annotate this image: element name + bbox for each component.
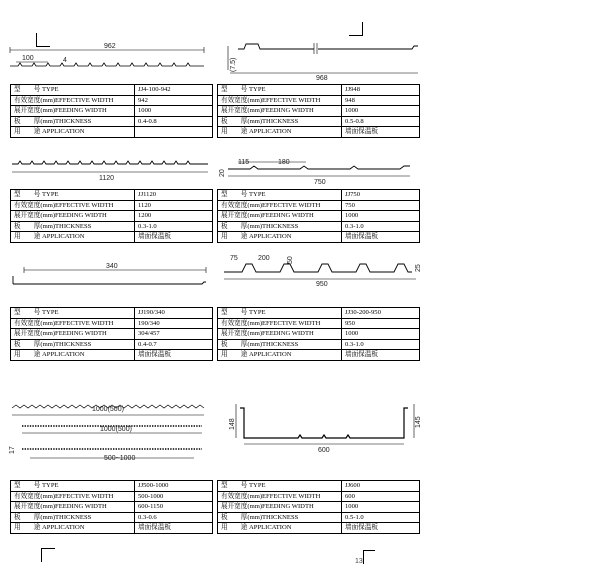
- spec-value: 0.3-0.6: [135, 512, 213, 523]
- spec-value: 0.5-0.8: [342, 116, 420, 127]
- dim-label: 500~1000: [104, 455, 136, 462]
- spec-label: 板 厚(mm)THICKNESS: [218, 512, 342, 523]
- table-row: [11, 350, 420, 361]
- spec-label: 板 厚(mm)THICKNESS: [218, 221, 342, 232]
- spec-table: [10, 84, 420, 138]
- spec-label: 型 号 TYPE: [11, 481, 135, 492]
- dim-label: 180: [278, 159, 290, 166]
- spec-label: 型 号 TYPE: [218, 85, 342, 96]
- spec-table: [10, 480, 420, 534]
- spec-label: 型 号 TYPE: [11, 308, 135, 319]
- spec-label: 展开宽度(mm)FEEDING WIDTH: [218, 502, 342, 513]
- spec-label: 有效宽度(mm)EFFECTIVE WIDTH: [11, 318, 135, 329]
- spec-value: 950: [342, 318, 420, 329]
- crop-mark: [41, 548, 42, 562]
- spec-value: JJ948: [342, 85, 420, 96]
- table-row: [11, 85, 420, 96]
- table-row: [11, 339, 420, 350]
- dim-label: 962: [104, 43, 116, 50]
- profile-drawing-jj190-340: [10, 262, 210, 292]
- table-row: [11, 308, 420, 319]
- dim-label: 115: [238, 159, 250, 166]
- table-row: [11, 318, 420, 329]
- spec-value: 0.4-0.7: [135, 339, 213, 350]
- spec-value: JJ500-1000: [135, 481, 213, 492]
- table-row: [11, 491, 420, 502]
- spec-value: [135, 127, 213, 138]
- spec-label: 用 途 APPLICATION: [11, 232, 135, 243]
- spec-label: 展开宽度(mm)FEEDING WIDTH: [11, 211, 135, 222]
- spec-value: 墙面保温板: [135, 350, 213, 361]
- spec-value: 墙面保温板: [342, 350, 420, 361]
- spec-value: 墙面保温板: [342, 523, 420, 534]
- spec-value: JJ30-200-950: [342, 308, 420, 319]
- spec-value: JJ190/340: [135, 308, 213, 319]
- spec-label: 展开宽度(mm)FEEDING WIDTH: [11, 106, 135, 117]
- dim-label: 600: [318, 447, 330, 454]
- table-row: [11, 232, 420, 243]
- spec-label: 有效宽度(mm)EFFECTIVE WIDTH: [218, 95, 342, 106]
- spec-value: 500-1000: [135, 491, 213, 502]
- spec-label: 型 号 TYPE: [11, 190, 135, 201]
- spec-value: 0.4-0.8: [135, 116, 213, 127]
- profile-drawing-jj600: [218, 398, 422, 458]
- spec-label: 用 途 APPLICATION: [11, 350, 135, 361]
- dim-label: 1000(500): [100, 426, 132, 433]
- spec-label: 板 厚(mm)THICKNESS: [11, 221, 135, 232]
- table-row: [11, 221, 420, 232]
- spec-value: JJ750: [342, 190, 420, 201]
- dim-label: 50: [287, 256, 294, 264]
- spec-label: 用 途 APPLICATION: [218, 350, 342, 361]
- dim-label: 145: [415, 416, 422, 428]
- dim-label: 950: [316, 281, 328, 288]
- spec-value: 1200: [135, 211, 213, 222]
- spec-label: 用 途 APPLICATION: [218, 232, 342, 243]
- spec-value: 0.3-1.0: [342, 339, 420, 350]
- spec-label: 板 厚(mm)THICKNESS: [11, 339, 135, 350]
- spec-label: 板 厚(mm)THICKNESS: [11, 512, 135, 523]
- table-row: [11, 127, 420, 138]
- spec-value: 1000: [342, 211, 420, 222]
- table-row: [11, 106, 420, 117]
- spec-label: 型 号 TYPE: [218, 308, 342, 319]
- spec-value: 1000: [342, 502, 420, 513]
- dim-label: (7.5): [230, 57, 237, 72]
- spec-table: [10, 189, 420, 243]
- spec-value: 600-1150: [135, 502, 213, 513]
- table-row: [11, 190, 420, 201]
- dim-label: 20: [219, 169, 226, 177]
- dim-label: 17: [9, 446, 16, 454]
- table-row: [11, 200, 420, 211]
- spec-value: 948: [342, 95, 420, 106]
- table-row: [11, 116, 420, 127]
- table-row: [11, 502, 420, 513]
- table-row: [11, 329, 420, 340]
- dim-label: 148: [229, 418, 236, 430]
- dim-label: 25: [415, 264, 422, 272]
- spec-value: 600: [342, 491, 420, 502]
- profile-drawing-jj942: [8, 42, 218, 74]
- crop-mark: [363, 550, 364, 564]
- spec-value: 0.3-1.0: [342, 221, 420, 232]
- profile-drawing-jj750: [216, 158, 426, 186]
- profile-drawing-jj30-200-950: [220, 254, 430, 288]
- table-row: [11, 523, 420, 534]
- table-row: [11, 481, 420, 492]
- crop-mark: [363, 550, 375, 551]
- crop-mark: [362, 22, 363, 36]
- spec-label: 用 途 APPLICATION: [11, 523, 135, 534]
- spec-label: 有效宽度(mm)EFFECTIVE WIDTH: [11, 200, 135, 211]
- dim-label: 4: [63, 57, 67, 64]
- spec-table: [10, 307, 420, 361]
- table-row: [11, 512, 420, 523]
- spec-label: 展开宽度(mm)FEEDING WIDTH: [218, 106, 342, 117]
- spec-label: 型 号 TYPE: [218, 190, 342, 201]
- spec-value: JJ600: [342, 481, 420, 492]
- spec-value: 0.5-1.0: [342, 512, 420, 523]
- dim-label: 200: [258, 255, 270, 262]
- dim-label: 750: [314, 179, 326, 186]
- dim-label: 968: [316, 75, 328, 82]
- profile-drawing-jj500-1000: [8, 398, 208, 470]
- spec-value: 墙面保温板: [342, 232, 420, 243]
- spec-value: JJ4-100-942: [135, 85, 213, 96]
- spec-label: 板 厚(mm)THICKNESS: [218, 116, 342, 127]
- spec-value: 1000: [135, 106, 213, 117]
- spec-label: 用 途 APPLICATION: [218, 127, 342, 138]
- spec-value: 墙面保温板: [342, 127, 420, 138]
- spec-value: 750: [342, 200, 420, 211]
- dim-label: 75: [230, 255, 238, 262]
- spec-value: 1000: [342, 329, 420, 340]
- spec-value: 墙面保温板: [135, 523, 213, 534]
- spec-label: 展开宽度(mm)FEEDING WIDTH: [11, 329, 135, 340]
- spec-label: 展开宽度(mm)FEEDING WIDTH: [11, 502, 135, 513]
- table-row: [11, 95, 420, 106]
- dim-label: 1000(500): [92, 406, 124, 413]
- profile-drawing-jj948: [222, 36, 434, 80]
- table-row: [11, 211, 420, 222]
- spec-value: 190/340: [135, 318, 213, 329]
- page-number: 13: [355, 558, 363, 565]
- spec-label: 展开宽度(mm)FEEDING WIDTH: [218, 329, 342, 340]
- spec-value: 1120: [135, 200, 213, 211]
- spec-label: 有效宽度(mm)EFFECTIVE WIDTH: [218, 200, 342, 211]
- spec-label: 有效宽度(mm)EFFECTIVE WIDTH: [218, 318, 342, 329]
- spec-value: 墙面保温板: [135, 232, 213, 243]
- spec-value: 942: [135, 95, 213, 106]
- dim-label: 100: [22, 55, 34, 62]
- spec-label: 型 号 TYPE: [11, 85, 135, 96]
- spec-label: 展开宽度(mm)FEEDING WIDTH: [218, 211, 342, 222]
- spec-label: 用 途 APPLICATION: [11, 127, 135, 138]
- spec-value: JJ1120: [135, 190, 213, 201]
- spec-value: 1000: [342, 106, 420, 117]
- spec-label: 板 厚(mm)THICKNESS: [11, 116, 135, 127]
- profile-drawing-jj1120: [10, 158, 215, 182]
- spec-label: 有效宽度(mm)EFFECTIVE WIDTH: [218, 491, 342, 502]
- spec-label: 用 途 APPLICATION: [218, 523, 342, 534]
- crop-mark: [41, 548, 55, 549]
- dim-label: 1120: [99, 175, 115, 182]
- spec-label: 型 号 TYPE: [218, 481, 342, 492]
- spec-label: 板 厚(mm)THICKNESS: [218, 339, 342, 350]
- spec-value: 0.3-1.0: [135, 221, 213, 232]
- dim-label: 340: [106, 263, 118, 270]
- spec-label: 有效宽度(mm)EFFECTIVE WIDTH: [11, 491, 135, 502]
- spec-label: 有效宽度(mm)EFFECTIVE WIDTH: [11, 95, 135, 106]
- spec-value: 304/457: [135, 329, 213, 340]
